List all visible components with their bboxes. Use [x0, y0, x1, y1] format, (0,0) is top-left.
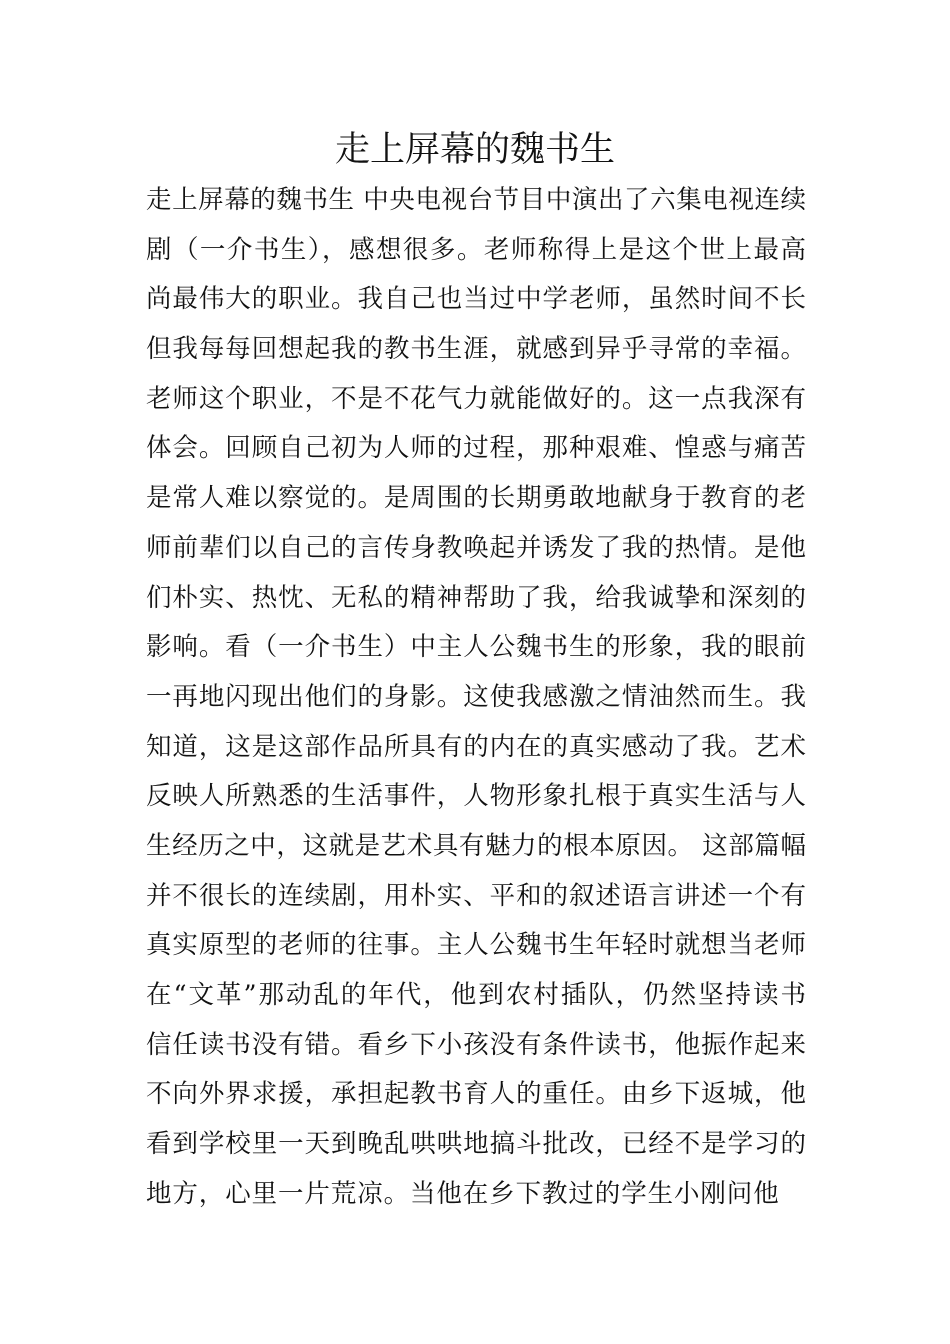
body-line: 剧（一介书生），感想很多。老师称得上是这个世上最高 [146, 234, 806, 265]
body-line: 地方，心里一片荒凉。当他在乡下教过的学生小刚问他 [146, 1178, 780, 1209]
document-title: 走上屏幕的魏书生 [334, 130, 615, 170]
body-line: 师前辈们以自己的言传身教唤起并诱发了我的热情。是他 [146, 532, 806, 563]
document-body [146, 176, 806, 1219]
body-line: 真实原型的老师的往事。主人公魏书生年轻时就想当老师 [146, 930, 806, 961]
body-line: 知道，这是这部作品所具有的内在的真实感动了我。艺术 [146, 731, 806, 762]
body-line: 影响。看（一介书生）中主人公魏书生的形象，我的眼前 [146, 632, 806, 663]
body-line: 老师这个职业，不是不花气力就能做好的。这一点我深有 [146, 383, 806, 414]
body-line: 信任读书没有错。看乡下小孩没有条件读书，他振作起来 [146, 1029, 806, 1060]
body-line: 反映人所熟悉的生活事件，人物形象扎根于真实生活与人 [146, 781, 806, 812]
body-line: 们朴实、热忱、无私的精神帮助了我，给我诚挚和深刻的 [146, 582, 806, 613]
body-line: 尚最伟大的职业。我自己也当过中学老师，虽然时间不长 [146, 284, 806, 315]
body-line: 走上屏幕的魏书生 中央电视台节目中演出了六集电视连续 [146, 185, 806, 215]
body-line: 体会。回顾自己初为人师的过程，那种艰难、惶惑与痛苦 [146, 433, 806, 464]
body-line: 但我每每回想起我的教书生涯，就感到异乎寻常的幸福。 [146, 334, 806, 365]
body-line: 不向外界求援，承担起教书育人的重任。由乡下返城，他 [146, 1079, 806, 1110]
body-line: 在“文革”那动乱的年代，他到农村插队，仍然坚持读书 [146, 980, 806, 1010]
body-line: 一再地闪现出他们的身影。这使我感激之情油然而生。我 [146, 681, 806, 712]
body-line: 生经历之中，这就是艺术具有魅力的根本原因。 这部篇幅 [146, 830, 806, 861]
body-line: 看到学校里一天到晚乱哄哄地搞斗批改，已经不是学习的 [146, 1129, 806, 1160]
body-line: 并不很长的连续剧，用朴实、平和的叙述语言讲述一个有 [146, 880, 806, 911]
body-line: 是常人难以察觉的。是周围的长期勇敢地献身于教育的老 [146, 483, 806, 514]
